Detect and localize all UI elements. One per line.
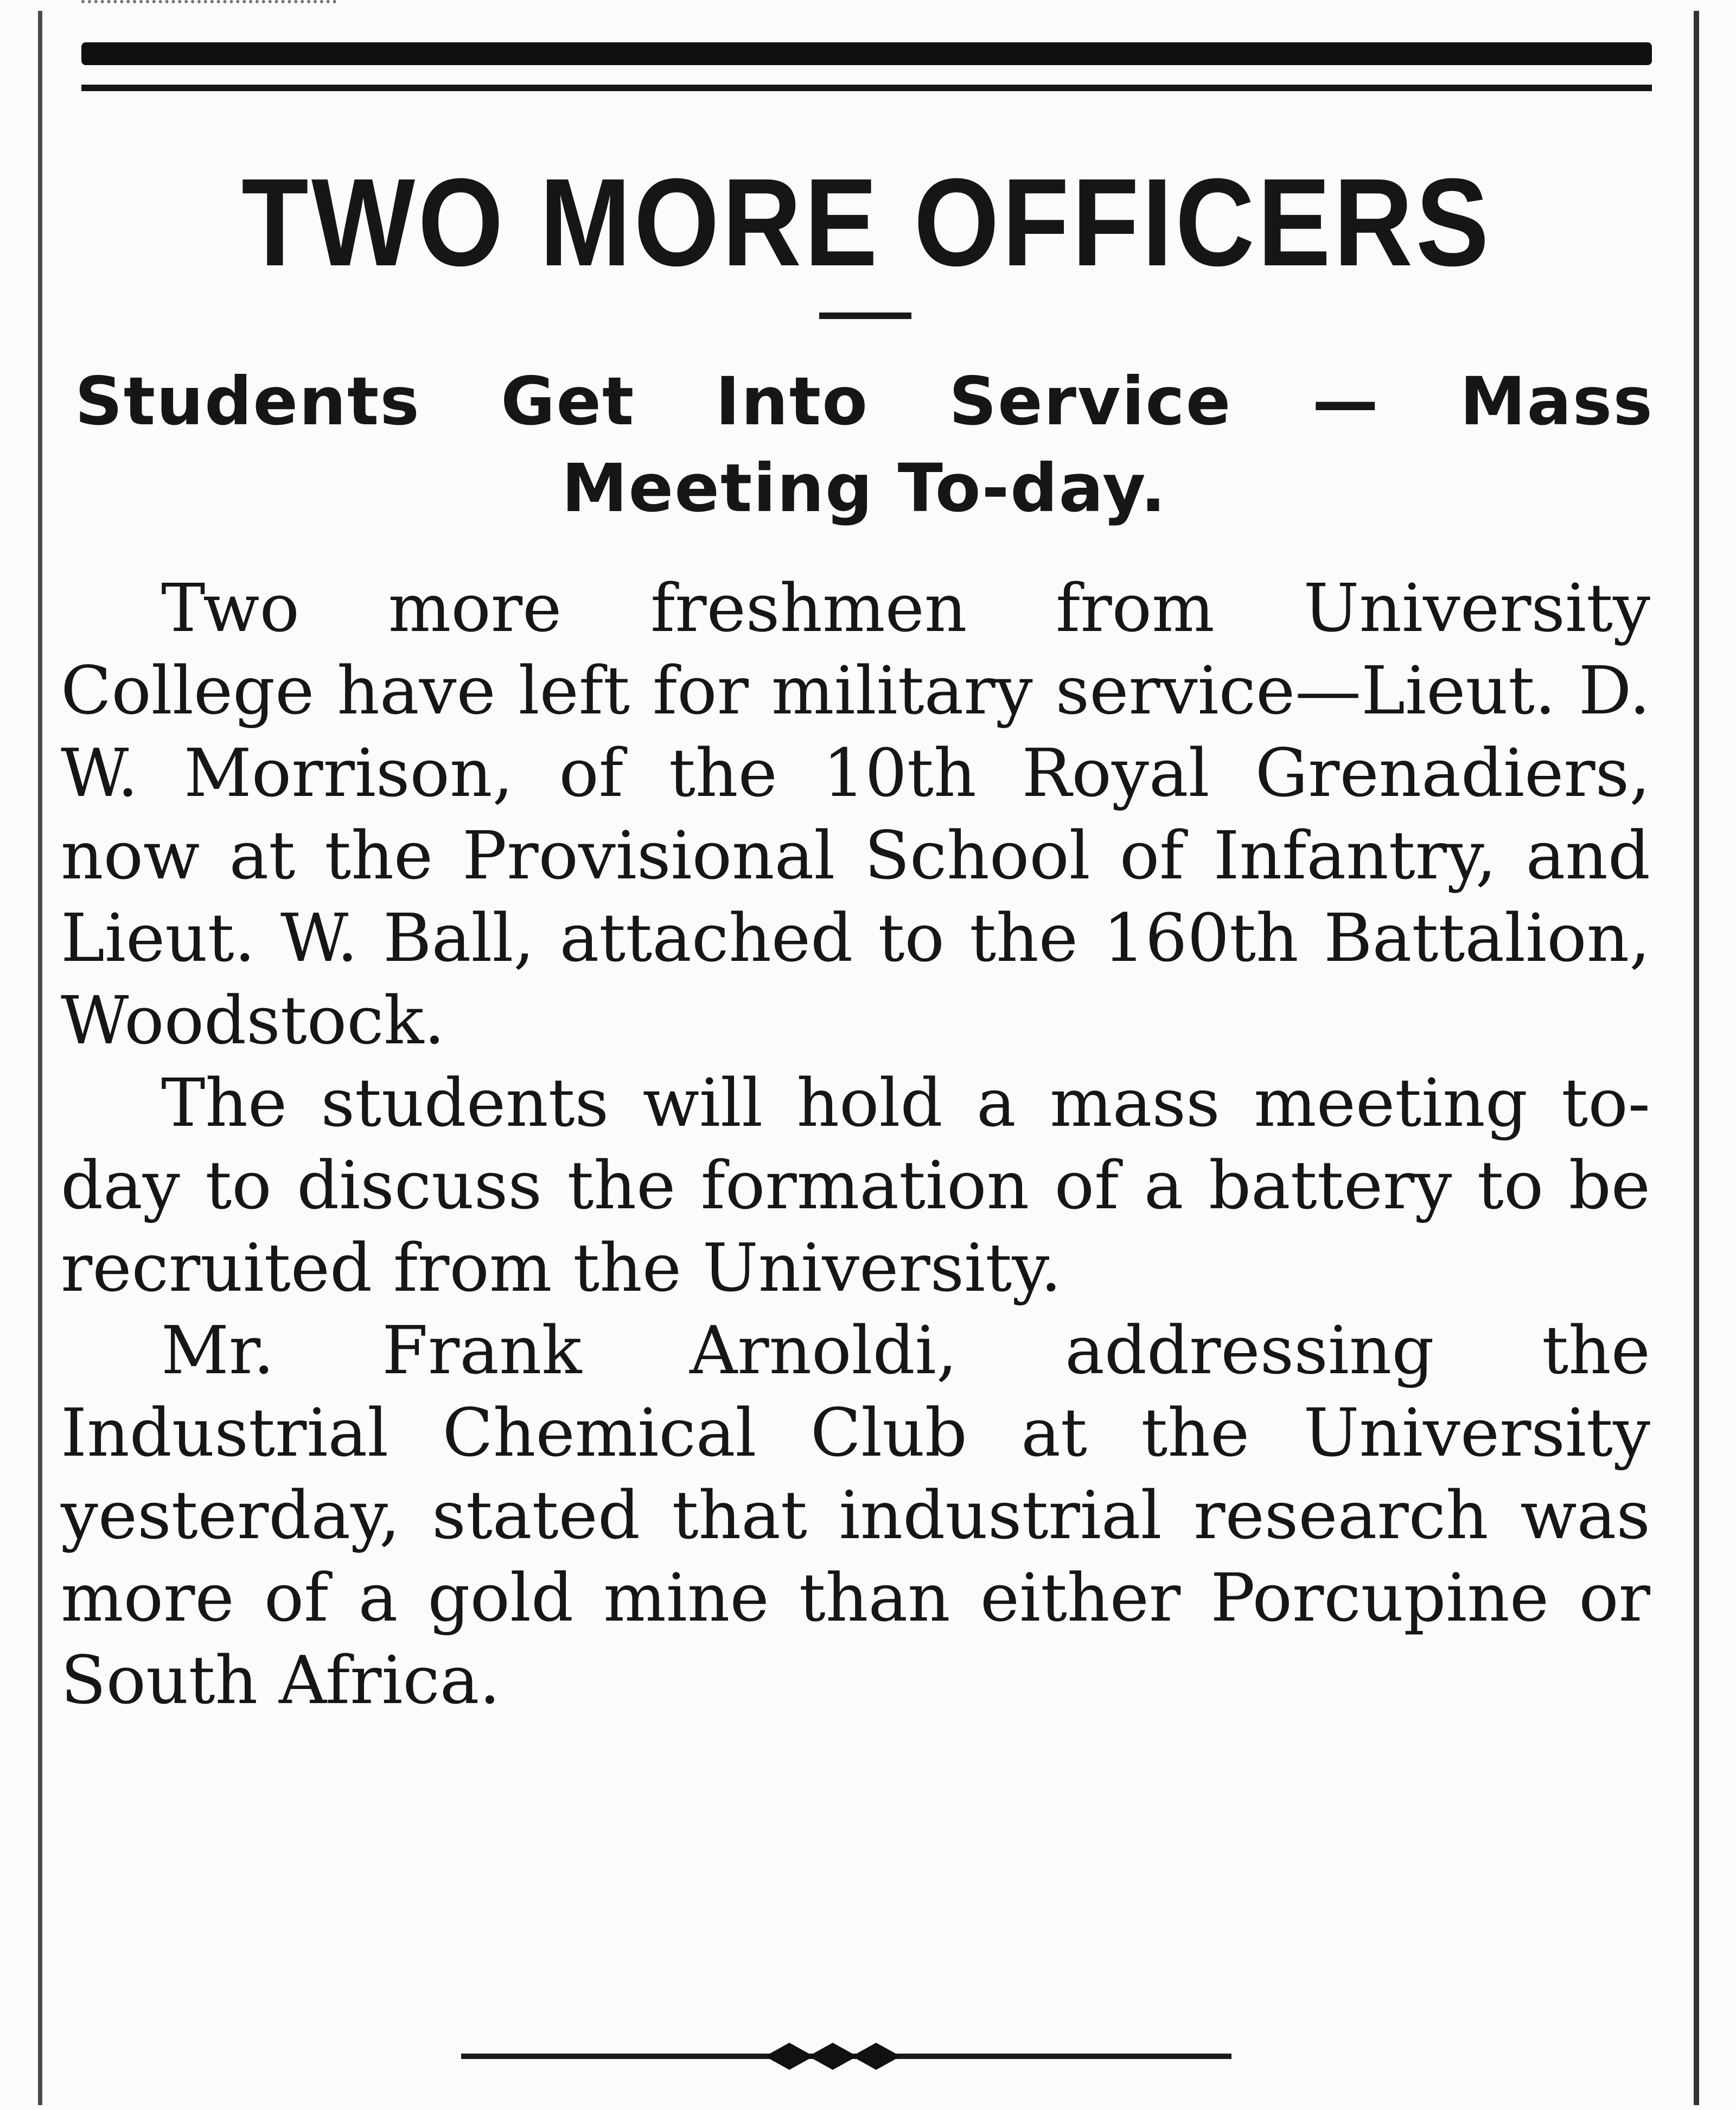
left-column-rule <box>38 11 42 2105</box>
article-body <box>61 567 1650 1722</box>
right-column-rule <box>1694 11 1699 2105</box>
subheadline: Students Get Into Service — Mass Meeting To-day. <box>75 363 1654 527</box>
headline-divider <box>819 313 911 319</box>
paragraph-2: The students will hold a mass meeting to-day to discuss the formation of a battery to be recruited from the University. <box>61 1064 1650 1306</box>
paragraph-1: Two more freshmen from University College have left for military service—Lieut. D. W. Morrison, of the 10th Royal Grenadiers, now at the Provisional School of Infantry, and Lieut. W. Ball, attached to the 160th Battalion, Woodstock. <box>61 570 1650 1059</box>
headline: TWO MORE OFFICERS <box>241 152 1492 292</box>
end-ornament-icon <box>461 2032 1231 2081</box>
top-thin-rule <box>81 85 1652 91</box>
torn-top-edge <box>81 0 336 10</box>
paragraph-3: Mr. Frank Arnoldi, addressing the Industrial Chemical Club at the University yesterday, stated that industrial research was more of a gold mine than either Porcupine or South Africa. <box>61 1312 1650 1719</box>
top-thick-rule <box>81 42 1652 65</box>
